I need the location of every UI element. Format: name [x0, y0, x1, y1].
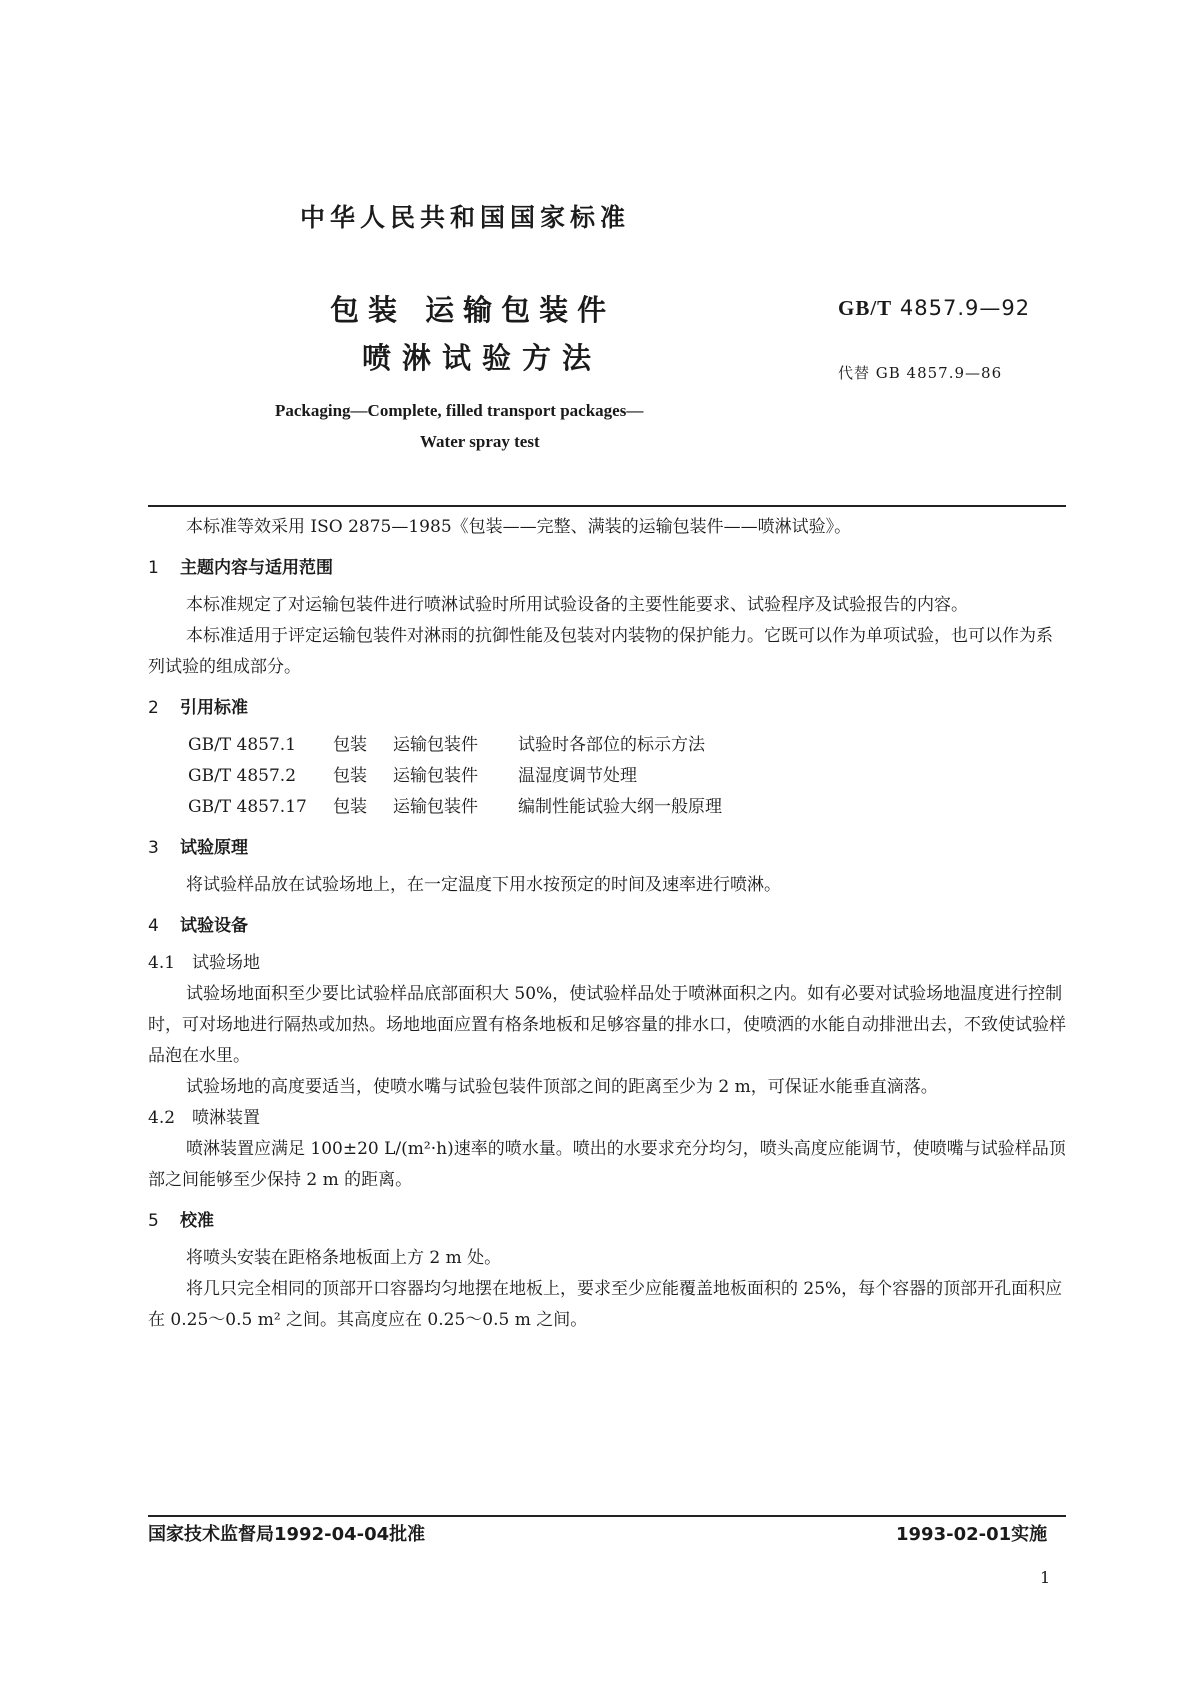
reference-part-c: 编制性能试验大纲一般原理 [518, 797, 722, 817]
document-title-line1: 包装 运输包装件 [330, 293, 616, 327]
document-title-line2: 喷淋试验方法 [362, 341, 603, 375]
standard-prefix: GB/T [838, 296, 893, 320]
reference-code: GB/T 4857.17 [188, 797, 307, 817]
reference-part-a: 包装 [333, 797, 367, 817]
reference-part-c: 试验时各部位的标示方法 [518, 735, 705, 755]
reference-part-a: 包装 [333, 735, 367, 755]
section-3-heading [148, 833, 1066, 864]
subsection-4-1-paragraph-2: 试验场地的高度要适当，使喷水嘴与试验包装件顶部之间的距离至少为 2 m，可保证水能垂直滴落。 [186, 1077, 938, 1097]
implementation-date: 1993-02-01实施 [896, 1524, 1048, 1545]
section-number: 3 [148, 838, 159, 858]
reference-item [148, 792, 1066, 823]
section-5-heading [148, 1206, 1066, 1237]
section-number: 5 [148, 1211, 159, 1231]
reference-code: GB/T 4857.1 [188, 735, 297, 755]
document-body [148, 512, 1066, 1336]
section-5-paragraph-1: 将喷头安装在距格条地板面上方 2 m 处。 [186, 1248, 502, 1268]
section-title: 引用标准 [180, 698, 248, 718]
subsection-4-1-paragraph-1: 试验场地面积至少要比试验样品底部面积大 50%，使试验样品处于喷淋面积之内。如有必要对试验场地温度进行控制时，可对场地进行隔热或加热。场地地面应置有格条地板和足够容量的排水口，使喷洒的水能自动排泄出去，不致使试验样品泡在水里。 [148, 984, 1066, 1066]
english-title-line2: Water spray test [420, 432, 540, 451]
section-1-heading [148, 553, 1066, 584]
footer-divider [148, 1515, 1066, 1517]
standard-number [838, 296, 1030, 321]
subsection-4-1-heading [148, 948, 1066, 979]
header-divider [148, 505, 1066, 507]
reference-part-b: 运输包装件 [393, 766, 478, 786]
subsection-number: 4.2 [148, 1108, 176, 1128]
section-5-paragraph-2: 将几只完全相同的顶部开口容器均匀地摆在地板上，要求至少应能覆盖地板面积的 25%，每个容器的顶部开孔面积应在 0.25～0.5 m² 之间。其高度应在 0.25～0.5 m 之间。 [148, 1279, 1063, 1330]
reference-part-b: 运输包装件 [393, 735, 478, 755]
reference-item [148, 730, 1066, 761]
section-number: 1 [148, 558, 159, 578]
intro-paragraph: 本标准等效采用 ISO 2875—1985《包装——完整、满装的运输包装件——喷淋试验》。 [186, 517, 852, 537]
reference-code: GB/T 4857.2 [188, 766, 297, 786]
replaces-standard: 代替 GB 4857.9—86 [838, 364, 1003, 382]
section-1-paragraph-1: 本标准规定了对运输包装件进行喷淋试验时所用试验设备的主要性能要求、试验程序及试验报告的内容。 [186, 595, 968, 615]
reference-item [148, 761, 1066, 792]
subsection-number: 4.1 [148, 953, 176, 973]
section-3-paragraph-1: 将试验样品放在试验场地上，在一定温度下用水按预定的时间及速率进行喷淋。 [186, 875, 781, 895]
section-title: 主题内容与适用范围 [180, 558, 333, 578]
reference-part-b: 运输包装件 [393, 797, 478, 817]
section-1-paragraph-2: 本标准适用于评定运输包装件对淋雨的抗御性能及包装对内装物的保护能力。它既可以作为单项试验，也可以作为系列试验的组成部分。 [148, 626, 1053, 677]
section-title: 试验设备 [180, 916, 248, 936]
section-2-heading [148, 693, 1066, 724]
reference-part-a: 包装 [333, 766, 367, 786]
section-title: 校准 [180, 1211, 214, 1231]
section-4-heading [148, 911, 1066, 942]
page-number: 1 [1040, 1568, 1051, 1587]
subsection-4-2-paragraph-1: 喷淋装置应满足 100±20 L/(m²·h)速率的喷水量。喷出的水要求充分均匀，喷头高度应能调节，使喷嘴与试验样品顶部之间能够至少保持 2 m 的距离。 [148, 1139, 1066, 1190]
subsection-title: 喷淋装置 [192, 1108, 260, 1128]
section-title: 试验原理 [180, 838, 248, 858]
subsection-title: 试验场地 [192, 953, 260, 973]
approval-date: 国家技术监督局1992-04-04批准 [148, 1524, 426, 1545]
section-number: 2 [148, 698, 159, 718]
reference-part-c: 温湿度调节处理 [518, 766, 637, 786]
section-number: 4 [148, 916, 159, 936]
english-title-line1: Packaging—Complete, filled transport packages— [275, 401, 644, 420]
national-standard-heading: 中华人民共和国国家标准 [300, 203, 631, 232]
subsection-4-2-heading [148, 1103, 1066, 1134]
reference-list [148, 730, 1066, 823]
standard-code: 4857.9—92 [899, 296, 1031, 320]
